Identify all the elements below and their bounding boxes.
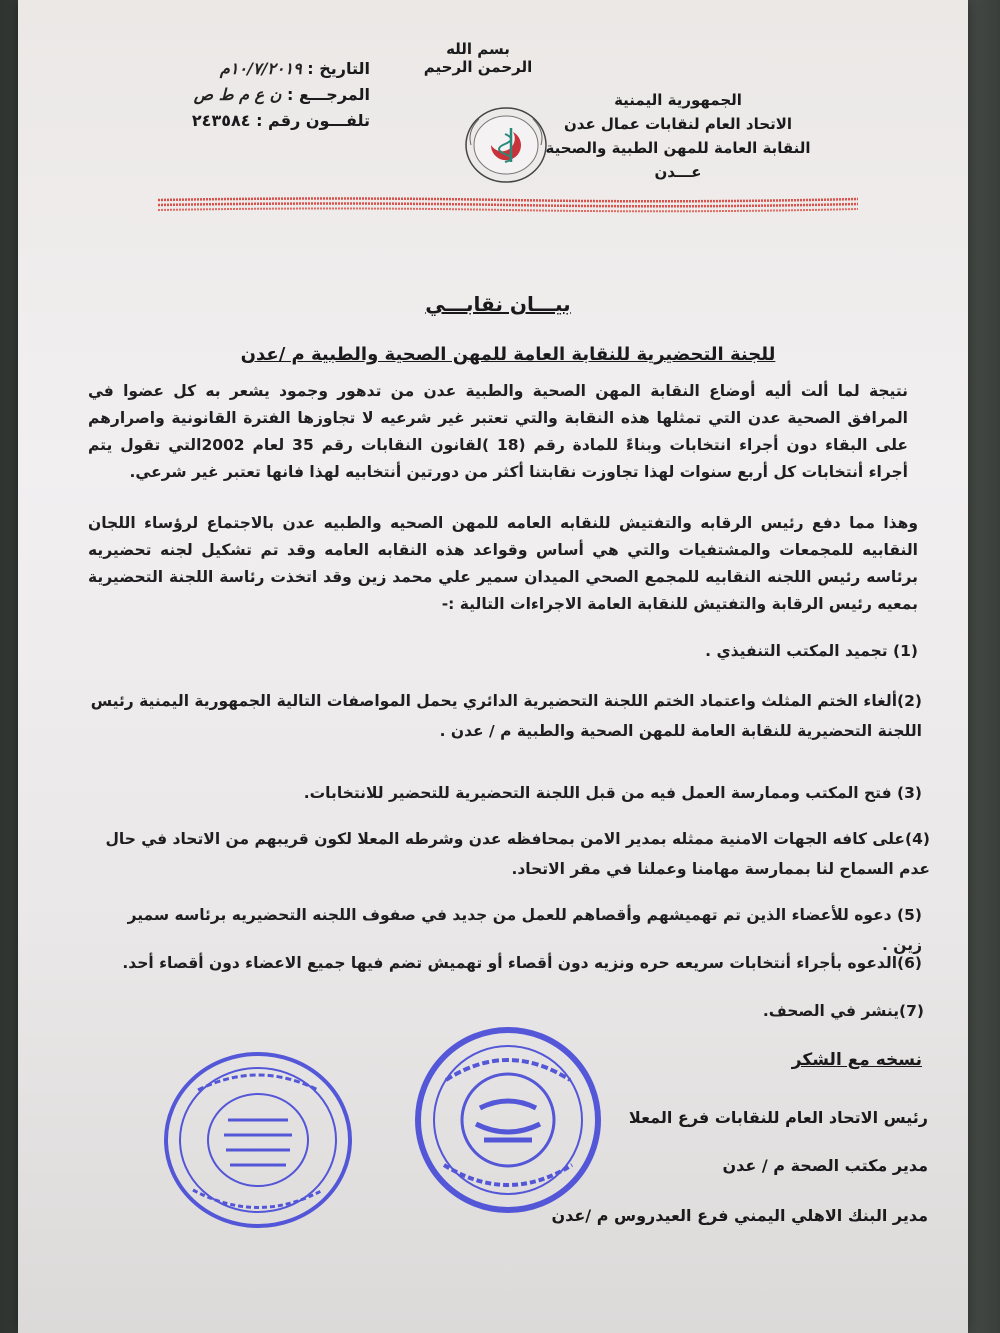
measure-item-4: (4)على كافه الجهات الامنية ممثله بمدير الامن بمحافظه عدن وشرطه المعلا لكون قريبهم من الاتحاد في حال عدم السماح لنا بممارسة مهامنا وعملنا في مقر الاتحاد. bbox=[105, 830, 930, 878]
body-paragraph-1: نتيجة لما ألت أليه أوضاع النقابة المهن الصحية والطبية عدن من تدهور وجمود يشعر به كل عضوا في المرافق الصحية عدن التي تمثلها هذه النقابة والتي تعتبر غير شرعيه لا تجاوزها الفترة القانونية واصرارهم على البقاء دون أجراء انتخابات وبناءً للمادة رقم (18 )لقانون النقابات رقم 35 لعام 2002التي تقول يتم أجراء أنتخابات كل أربع سنوات لهذا تجاوزت نقابتنا أكثر من دورتين أنتخابيه لهذا فانها تعتبر غير شرعي. bbox=[88, 382, 908, 481]
copies-heading: نسخه مع الشكر bbox=[791, 1050, 922, 1070]
republic-name: الجمهورية اليمنية bbox=[614, 91, 742, 109]
measure-item-2-text: (2)ألغاء الختم المثلث واعتماد الختم اللجنة التحضيرية الدائري يحمل المواصفات التالية bbox=[276, 692, 922, 710]
union-name: النقابة العامة للمهن الطبية والصحية bbox=[545, 139, 811, 157]
basmala: بسم الله الرحمن الرحيم bbox=[423, 40, 533, 76]
recipient-3: مدير البنك الاهلي اليمني فرع العيدروس م /عدن bbox=[551, 1206, 928, 1225]
reference-label: المرجـــع : bbox=[286, 85, 370, 104]
city-name: عـــدن bbox=[654, 163, 702, 181]
statement-subtitle: للجنة التحضيرية للنقابة العامة للمهن الصحية والطبية م /عدن bbox=[240, 344, 776, 365]
preparatory-committee-stamp-icon bbox=[158, 1040, 358, 1240]
statement-title: بيـــان نقابـــي bbox=[425, 292, 571, 316]
federation-name: الاتحاد العام لنقابات عمال عدن bbox=[563, 115, 793, 133]
measure-item-6: (6)الدعوه بأجراء أنتخابات سريعه حره ونزيه دون أقصاء أو تهميش تضم فيها جميع الاعضاء دون أقصاء أحد. bbox=[122, 954, 922, 972]
date-label: التاريخ : bbox=[307, 59, 370, 78]
measure-item-2-seal-spec: الجمهورية اليمنية رئيس اللجنة التحضيرية للنقابة العامة للمهن الصحية والطبية م / عدن . bbox=[90, 692, 922, 740]
reference-line bbox=[150, 82, 370, 108]
reference-value: ن ع م ط ص bbox=[193, 85, 282, 104]
measure-item-5: (5) دعوه للأعضاء الذين تم تهميشهم وأقصاهم للعمل من جديد في صفوف اللجنه التحضيريه برئاسه سمير زين . bbox=[127, 906, 922, 954]
measure-item-7: (7)ينشر في الصحف. bbox=[762, 1002, 924, 1020]
inspection-stamp-icon bbox=[408, 1020, 608, 1220]
date-value: ١٠/٧/٢٠١٩م bbox=[219, 59, 302, 78]
union-logo-icon bbox=[461, 104, 551, 186]
date-line bbox=[150, 56, 370, 82]
measure-item-3: (3) فتح المكتب وممارسة العمل فيه من قبل اللجنة التحضيرية للتحضير للانتخابات. bbox=[303, 784, 922, 802]
phone-value: ٢٤٣٥٨٤ bbox=[191, 111, 251, 130]
recipient-2: مدير مكتب الصحة م / عدن bbox=[722, 1156, 928, 1175]
letterhead-right bbox=[538, 88, 818, 184]
phone-label: تلفـــون رقم : bbox=[256, 111, 370, 130]
body-paragraph-2: وهذا مما دفع رئيس الرقابه والتفتيش للنقابه العامه للمهن الصحيه والطبيه عدن بالاجتماع لرؤساء اللجان النقابيه للمجمعات والمشتفيات والتي هي أساس وقواعد هذه النقابه العامه وقد تم تشكيل لجنه تحضيريه برئاسه رئيس اللجنه النقابيه للمجمع الصحي الميدان سمير علي محمد زين وقد اتخذت رئاسة اللجنة التحضيرية بمعيه رئيس الرقابة والتفتيش للنقابة العامة الاجراءات التالية :- bbox=[88, 514, 918, 613]
letterhead-left bbox=[150, 56, 370, 134]
header-divider bbox=[158, 196, 858, 214]
recipient-1: رئيس الاتحاد العام للنقابات فرع المعلا bbox=[628, 1108, 928, 1127]
measure-item-2 bbox=[82, 686, 922, 746]
phone-line bbox=[150, 108, 370, 134]
measure-item-1: (1) تجميد المكتب التنفيذي . bbox=[705, 642, 918, 660]
document-page bbox=[18, 0, 968, 1333]
